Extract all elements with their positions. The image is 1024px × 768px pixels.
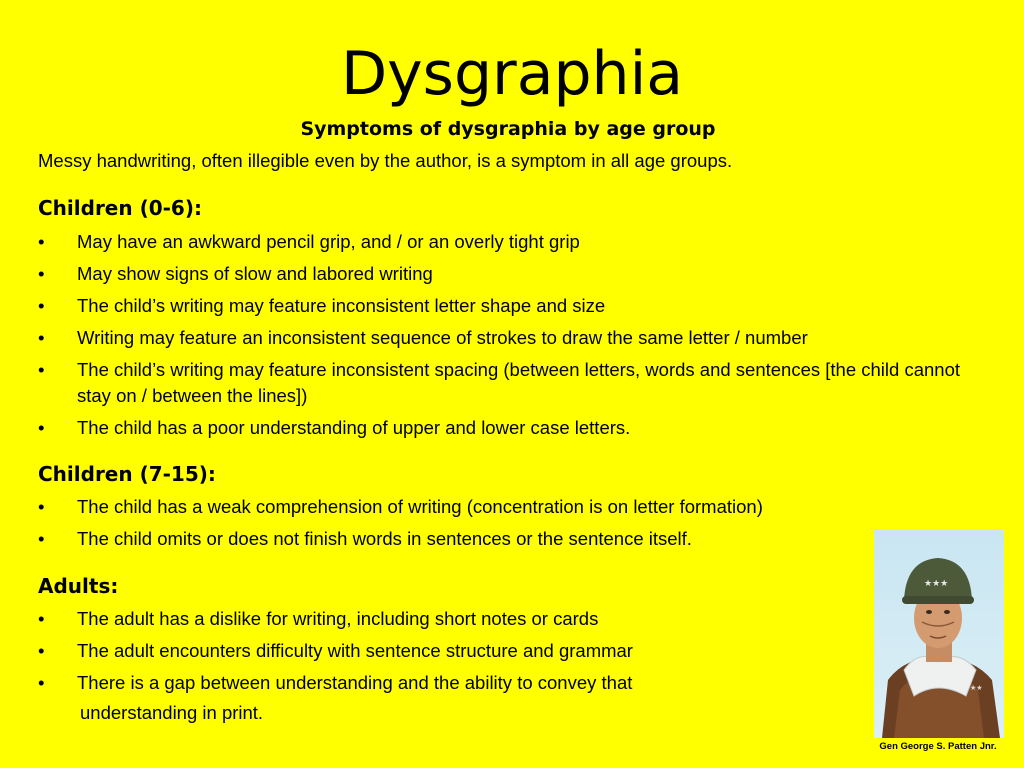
bullet-icon: • [38, 672, 45, 693]
list-item: • May show signs of slow and labored writing [38, 261, 968, 287]
bullet-icon: • [38, 231, 45, 252]
list-item: • The child has a poor understanding of upper and lower case letters. [38, 415, 968, 441]
bullet-icon: • [38, 295, 45, 316]
list-item: • The child’s writing may feature inconsistent letter shape and size [38, 293, 968, 319]
bullet-icon: • [38, 359, 45, 380]
slide-subtitle: Symptoms of dysgraphia by age group [300, 118, 716, 140]
list-item: • The child omits or does not finish words in sentences or the sentence itself. [38, 526, 968, 552]
continuation-text: understanding in print. [80, 702, 264, 723]
intro-text: Messy handwriting, often illegible even by the author, is a symptom in all age groups. [38, 150, 733, 171]
list-item: • The child has a weak comprehension of writing (concentration is on letter formation) [38, 494, 968, 520]
section-heading-children-7-15: Children (7-15): [38, 462, 216, 486]
bullet-list-adults [38, 606, 968, 702]
section-heading-adults: Adults: [38, 574, 119, 598]
list-item: • There is a gap between understanding and the ability to convey that [38, 670, 968, 696]
bullet-icon: • [38, 327, 45, 348]
slide-title: Dysgraphia [340, 39, 684, 109]
svg-text:★★: ★★ [970, 684, 983, 692]
bullet-icon: • [38, 263, 45, 284]
bullet-list-children-7-15 [38, 494, 968, 558]
list-item: • The child’s writing may feature inconsistent spacing (between letters, words and sentences [the child cannot stay on / between the lines]) [38, 359, 960, 406]
list-item: • May have an awkward pencil grip, and / or an overly tight grip [38, 229, 968, 255]
general-portrait-icon [874, 530, 1004, 738]
bullet-icon: • [38, 417, 45, 438]
portrait-image [874, 530, 1004, 738]
bullet-icon: • [38, 608, 45, 629]
bullet-icon: • [38, 528, 45, 549]
bullet-list-children-0-6 [38, 229, 968, 447]
list-item: • The adult has a dislike for writing, including short notes or cards [38, 606, 968, 632]
svg-text:★★★: ★★★ [924, 579, 949, 589]
list-item: • Writing may feature an inconsistent sequence of strokes to draw the same letter / number [38, 325, 968, 351]
section-heading-children-0-6: Children (0-6): [38, 196, 202, 220]
bullet-icon: • [38, 496, 45, 517]
bullet-icon: • [38, 640, 45, 661]
image-caption: Gen George S. Patten Jnr. [879, 741, 997, 752]
list-item: • The adult encounters difficulty with sentence structure and grammar [38, 638, 968, 664]
